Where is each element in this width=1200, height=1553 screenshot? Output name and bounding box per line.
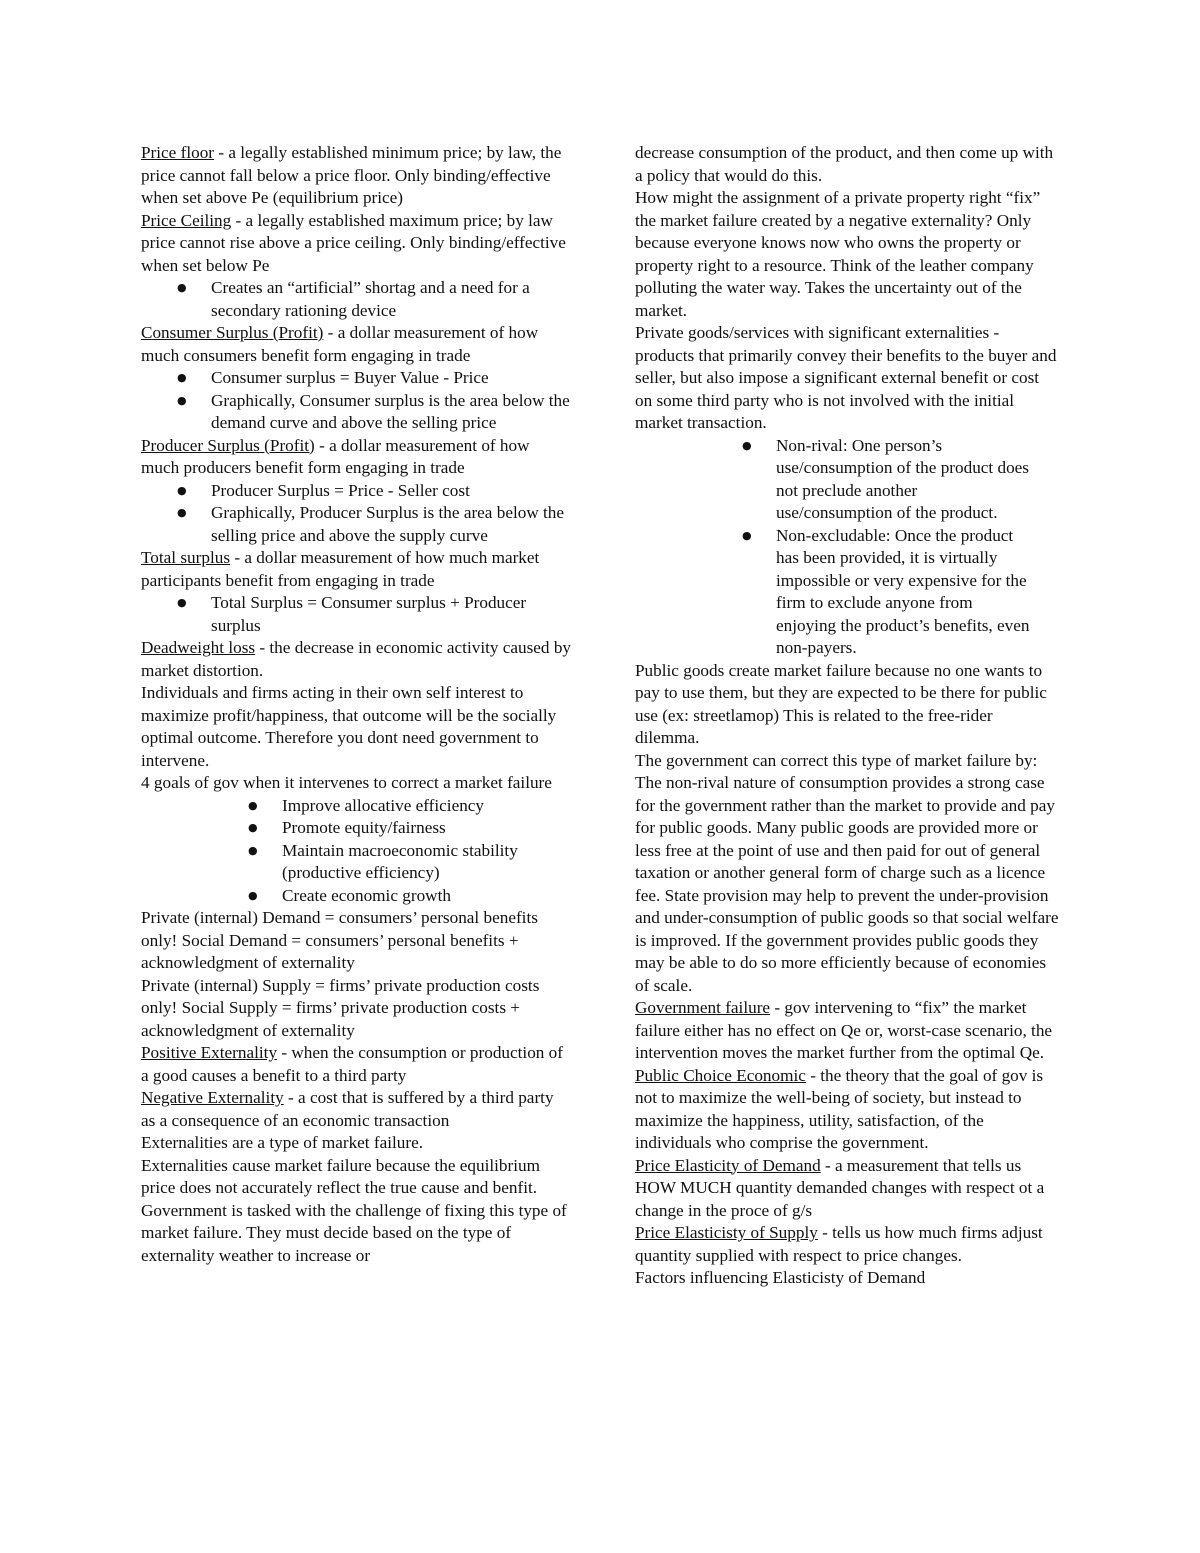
def-government-failure (635, 997, 1060, 1065)
bullet-list (211, 592, 571, 637)
paragraph: Private goods/services with significant externalities - products that primarily convey their benefits to the buyer and seller, but also impose a significant external benefit or cost on some third party who is not involved with the initial market transaction. (635, 323, 1057, 432)
definition: - the decrease in economic activity caused by market distortion. (141, 638, 572, 680)
definition: - the theory that the goal of gov is not to maximize the well-being of society, but instead to maximize the happiness, utility, satisfaction, of the individuals who comprise the government. (635, 1065, 1044, 1152)
def-negative-externality (141, 1087, 571, 1132)
paragraph: Public goods create market failure because no one wants to pay to use them, but they are expected to be there for public use (ex: streetlamop) This is related to the free-rider dilemma. (635, 660, 1047, 747)
term: Total surplus (141, 548, 231, 567)
paragraph: The government can correct this type of market failure by: The non-rival nature of consumption provides a strong case for the government rather than the market to provide and pay for public goods. Many public goods are provided more or less free at the point of use and then paid for out of general taxation or another general form of charge such as a licence fee. State provision may help to prevent the under-provision and under-consumption of public goods so that social welfare is improved. If the government provides public goods they may be able to do so more efficiently because of economies of scale. (635, 750, 1059, 995)
paragraph: How might the assignment of a private property right “fix” the market failure created by a negative externality? Only because everyone knows now who owns the property or property right to a resource. Think of the leather company polluting the water way. Takes the uncertainty out of the market. (635, 188, 1041, 320)
definition: - a dollar measurement of how much consumers benefit form engaging in trade (141, 323, 539, 365)
paragraph: Private (internal) Supply = firms’ private production costs only! Social Supply = firms’ private production costs + acknowledgment of externality (141, 975, 540, 1040)
paragraph: Government is tasked with the challenge of fixing this type of market failure. They must decide based on the type of externality weather to increase or (141, 1200, 567, 1265)
right-column (635, 142, 1060, 1290)
term: Positive Externality (141, 1043, 278, 1062)
definition: - gov intervening to “fix” the market failure either has no effect on Qe or, worst-case scenario, the intervention moves the market further from the optimal Qe. (635, 998, 1053, 1062)
term: Public Choice Economic (635, 1065, 806, 1085)
list-item: ● Create economic growth (282, 885, 571, 908)
def-total-surplus (141, 547, 571, 592)
definition: - a cost that is suffered by a third party as a consequence of an economic transaction (141, 1088, 554, 1130)
def-public-choice (635, 1065, 1060, 1155)
def-producer-surplus (141, 435, 571, 480)
list-item: ● Total Surplus = Consumer surplus + Producer surplus (211, 592, 571, 637)
paragraph: decrease consumption of the product, and then come up with a policy that would do this. (635, 143, 1054, 185)
term: Consumer Surplus (Profit) (141, 323, 324, 342)
list-item: ● Improve allocative efficiency (282, 795, 571, 818)
definition: - tells us how much firms adjust quantity supplied with respect to price changes. (635, 1223, 1043, 1265)
definition: - a dollar measurement of how much market participants benefit from engaging in trade (141, 548, 540, 590)
list-item: ● Consumer surplus = Buyer Value - Price (211, 367, 571, 390)
definition: - a legally established minimum price; by law, the price cannot fall below a price floor. Only binding/effective when set above Pe (equilibrium price) (141, 143, 562, 207)
definition: - when the consumption or production of a good causes a benefit to a third party (141, 1043, 563, 1085)
def-price-ceiling (141, 210, 571, 278)
bullet-list (211, 367, 571, 435)
def-positive-externality (141, 1042, 571, 1087)
def-price-floor (141, 142, 571, 210)
list-item: ● Graphically, Producer Surplus is the area below the selling price and above the supply curve (211, 502, 571, 547)
def-deadweight-loss (141, 637, 571, 682)
def-price-elasticity-supply (635, 1222, 1060, 1267)
paragraph: Private (internal) Demand = consumers’ personal benefits only! Social Demand = consumers’ personal benefits + acknowledgment of externality (141, 908, 538, 972)
definition: - a legally established maximum price; by law price cannot rise above a price ceiling. Only binding/effective when set below Pe (141, 210, 566, 275)
definition: - a measurement that tells us HOW MUCH quantity demanded changes with respect ot a change in the proce of g/s (635, 1155, 1045, 1220)
list-item: ● Creates an “artificial” shortag and a need for a secondary rationing device (211, 277, 571, 322)
list-item: ● Non-rival: One person’s use/consumption of the product does not preclude another use/consumption of the product. (776, 435, 1036, 525)
paragraph: Externalities cause market failure because the equilibrium price does not accurately reflect the true cause and benfit. (141, 1155, 540, 1197)
term: Price floor (141, 143, 215, 162)
bullet-list (211, 277, 571, 322)
paragraph: Externalities are a type of market failure. (141, 1133, 424, 1152)
paragraph: Factors influencing Elasticisty of Demand (635, 1268, 926, 1287)
list-item: ● Promote equity/fairness (282, 817, 571, 840)
term: Price Elasticity of Demand (635, 1155, 821, 1175)
paragraph: Individuals and firms acting in their own self interest to maximize profit/happiness, that outcome will be the socially optimal outcome. Therefore you dont need government to intervene. (141, 683, 557, 770)
bullet-list (282, 795, 571, 908)
definition: - a dollar measurement of how much producers benefit form engaging in trade (141, 435, 530, 477)
def-consumer-surplus (141, 322, 571, 367)
term: Producer Surplus (Profit) (141, 435, 315, 455)
paragraph: 4 goals of gov when it intervenes to correct a market failure (141, 773, 552, 792)
def-price-elasticity-demand (635, 1155, 1060, 1223)
term: Price Ceiling (141, 210, 232, 230)
list-item: ● Producer Surplus = Price - Seller cost (211, 480, 571, 503)
list-item: ● Non-excludable: Once the product has been provided, it is virtually impossible or very expensive for the firm to exclude anyone from enjoying the product’s benefits, even non-payers. (776, 525, 1036, 660)
term: Negative Externality (141, 1088, 284, 1107)
bullet-list (211, 480, 571, 548)
list-item: ● Maintain macroeconomic stability (productive efficiency) (282, 840, 571, 885)
term: Government failure (635, 998, 771, 1017)
term: Price Elasticisty of Supply (635, 1223, 818, 1242)
list-item: ● Graphically, Consumer surplus is the area below the demand curve and above the selling price (211, 390, 571, 435)
bullet-list (776, 435, 1036, 660)
term: Deadweight loss (141, 638, 256, 657)
left-column (141, 142, 571, 1267)
